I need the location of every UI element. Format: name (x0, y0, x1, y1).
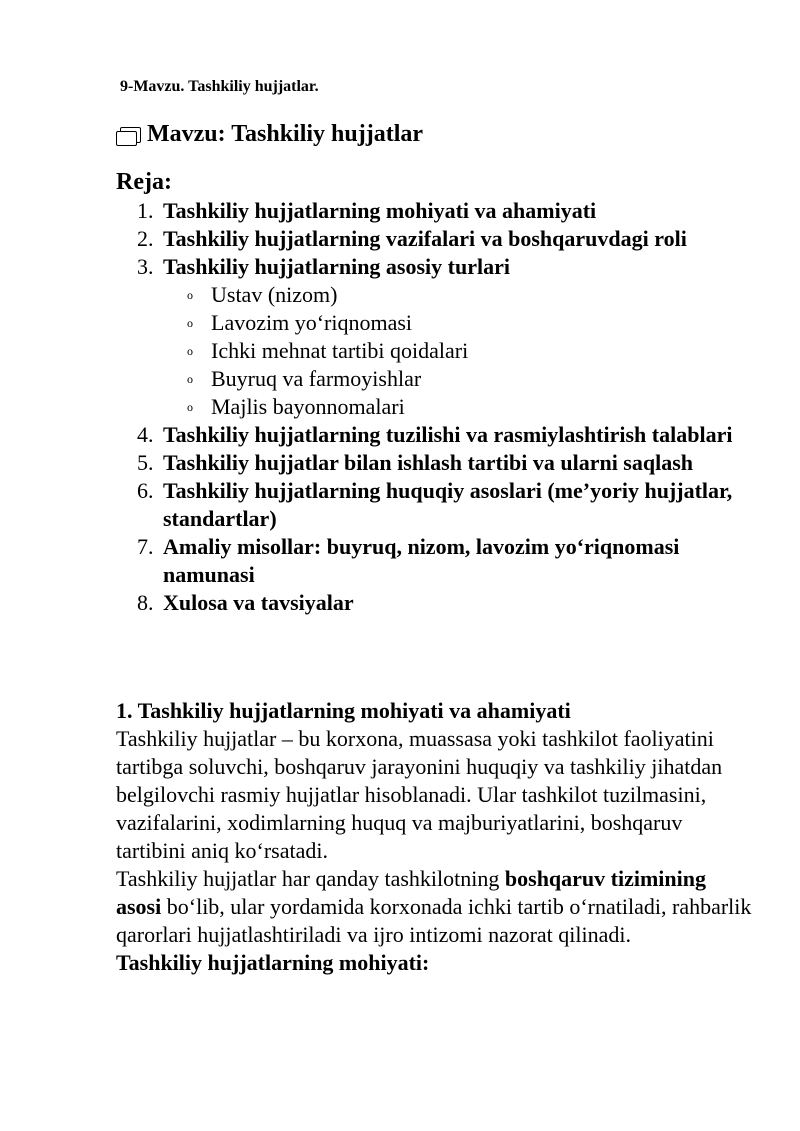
plan-item-text: Xulosa va tavsiyalar (163, 590, 354, 615)
plan-item-number: 2. (137, 226, 154, 251)
plan-subitem-text: Lavozim yo‘riqnomasi (211, 310, 413, 335)
topic-text: Mavzu: Tashkiliy hujjatlar (147, 121, 424, 147)
plan-subitem (0, 309, 800, 337)
paragraph-emphasis: boshqaruv tizimining asosi (116, 866, 706, 919)
bullet-icon: o (187, 344, 193, 358)
plan-item-text: Tashkiliy hujjatlarning mohiyati va ahamiyati (163, 198, 597, 223)
plan-subitem-text: Ustav (nizom) (211, 282, 338, 307)
plan-item-4 (0, 421, 753, 449)
plan-subitem (0, 393, 800, 421)
plan-item-3 (0, 253, 753, 281)
plan-subitem (0, 281, 800, 309)
section-subheading: Tashkiliy hujjatlarning mohiyati: (116, 950, 430, 975)
plan-item-2 (0, 225, 753, 253)
plan-item-number: 8. (137, 590, 154, 615)
topic-title (116, 121, 423, 148)
plan-item-number: 6. (137, 478, 154, 503)
plan-item-text: Amaliy misollar: buyruq, nizom, lavozim yo‘riqnomasi namunasi (163, 534, 680, 587)
plan-subitem-text: Ichki mehnat tartibi qoidalari (211, 338, 469, 363)
plan-subitem (0, 365, 800, 393)
plan-item-6 (0, 477, 753, 533)
document-header: 9-Mavzu. Tashkiliy hujjatlar. (120, 78, 319, 95)
plan-item-number: 7. (137, 534, 154, 559)
plan-item-number: 1. (137, 198, 154, 223)
folder-icon (116, 127, 140, 145)
plan-item-text: Tashkiliy hujjatlarning huquqiy asoslari (me’yoriy hujjatlar, standartlar) (163, 478, 733, 531)
plan-subitem (0, 337, 800, 365)
plan-item-number: 4. (137, 422, 154, 447)
plan-item-text: Tashkiliy hujjatlarning asosiy turlari (163, 254, 510, 279)
bullet-icon: o (187, 400, 193, 414)
plan-item-text: Tashkiliy hujjatlarning tuzilishi va rasmiylashtirish talablari (163, 422, 733, 447)
plan-item-text: Tashkiliy hujjatlarning vazifalari va boshqaruvdagi roli (163, 226, 687, 251)
plan-list (0, 197, 800, 617)
plan-subitem-text: Buyruq va farmoyishlar (211, 366, 422, 391)
bullet-icon: o (187, 372, 193, 386)
bullet-icon: o (187, 316, 193, 330)
plan-subitem-text: Majlis bayonnomalari (211, 394, 405, 419)
plan-item-7 (0, 533, 753, 589)
section-paragraph (116, 865, 756, 949)
paragraph-text: bo‘lib, ular yordamida korxonada ichki tartib o‘rnatiladi, rahbarlik qarorlari hujjatlashtiriladi va ijro intizomi nazorat qilinadi. (116, 894, 752, 947)
plan-item-1 (0, 197, 753, 225)
bullet-icon: o (187, 288, 193, 302)
plan-item-number: 5. (137, 450, 154, 475)
section-1 (116, 697, 756, 977)
plan-item-5 (0, 449, 753, 477)
plan-item-text: Tashkiliy hujjatlar bilan ishlash tartibi va ularni saqlash (163, 450, 694, 475)
paragraph-text: Tashkiliy hujjatlar har qanday tashkilotning (116, 866, 505, 891)
section-paragraph: Tashkiliy hujjatlar – bu korxona, muassasa yoki tashkilot faoliyatini tartibga soluvchi, boshqaruv jarayonini huquqiy va tashkiliy jihatdan belgilovchi rasmiy hujjatlar hisoblanadi. Ular tashkilot tuzilmasini, vazifalarini, xodimlarning huquq va majburiyatlarini, boshqaruv tartibini aniq ko‘rsatadi. (116, 726, 723, 863)
plan-item-number: 3. (137, 254, 154, 279)
plan-label: Reja: (116, 169, 172, 195)
section-heading: 1. Tashkiliy hujjatlarning mohiyati va ahamiyati (116, 698, 571, 723)
plan-item-8 (0, 589, 753, 617)
